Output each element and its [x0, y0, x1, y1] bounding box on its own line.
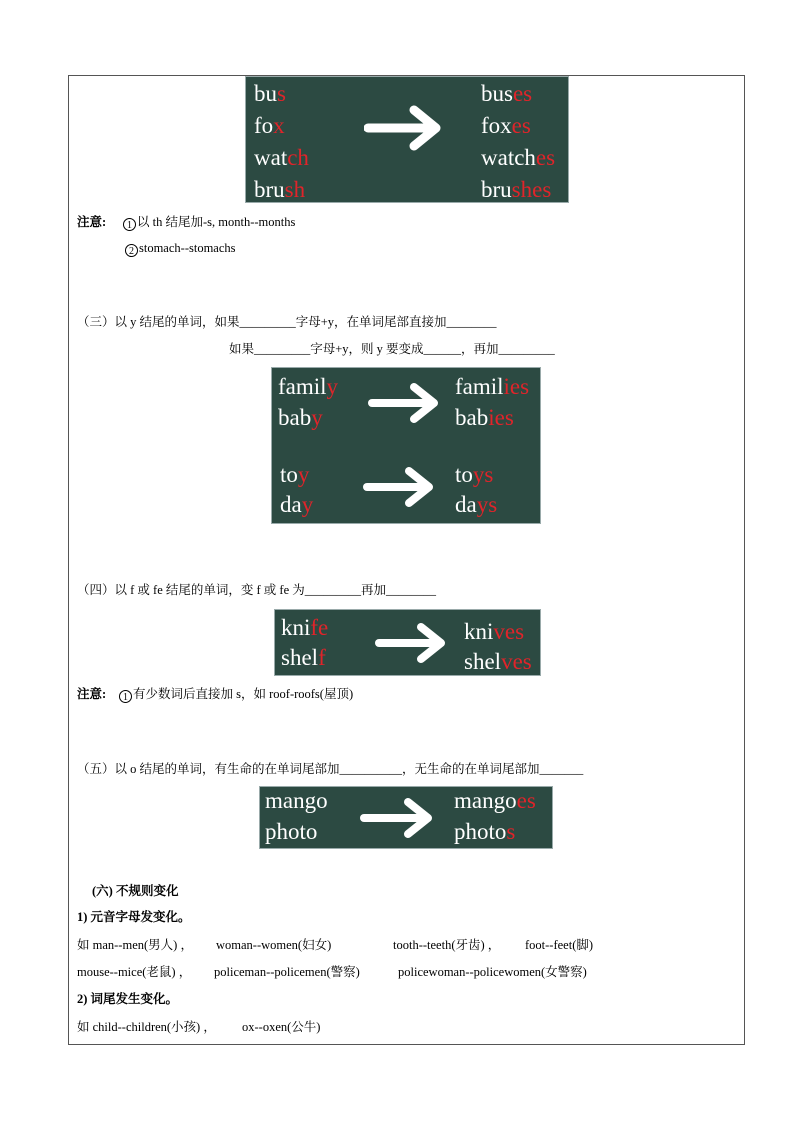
word: baby — [278, 405, 323, 430]
arrow-right-icon — [368, 382, 440, 424]
note-item: 2 stomach--stomachs — [125, 240, 236, 257]
word: watch — [254, 145, 309, 170]
note-item: 1 以 th 结尾加-s, month--months — [123, 214, 295, 231]
word: photo — [265, 819, 318, 844]
word: shelf — [281, 645, 326, 670]
word: toy — [280, 462, 310, 487]
section-4-line1: （四）以 f 或 fe 结尾的单词，变 f 或 fe 为_________再加________ — [77, 583, 436, 597]
example-item: 如 man--men(男人) ， — [77, 938, 193, 952]
example-item: woman--women(妇女) — [216, 938, 332, 952]
word: babies — [455, 405, 514, 430]
circled-number: 1 — [119, 690, 132, 703]
word: bus — [254, 81, 286, 106]
example-item: ox--oxen(公牛) — [242, 1020, 321, 1034]
word: mangoes — [454, 788, 536, 813]
section-5-line1: （五）以 o 结尾的单词，有生命的在单词尾部加__________，无生命的在单词尾部加_______ — [77, 762, 584, 776]
arrow-right-icon — [375, 622, 447, 664]
word: knife — [281, 615, 329, 640]
section-3-line2: 如果_________字母+y，则 y 要变成______，再加_________ — [229, 342, 555, 356]
note-label: 注意: — [77, 687, 107, 701]
example-item: policeman--policemen(警察) — [214, 965, 360, 979]
section-3-line1: （三）以 y 结尾的单词，如果_________字母+y，在单词尾部直接加________ — [77, 315, 497, 329]
word: fox — [254, 113, 285, 138]
word: buses — [481, 81, 533, 106]
section-6-sub1: 1) 元音字母发变化。 — [77, 910, 191, 924]
circled-number: 2 — [125, 244, 138, 257]
word: day — [280, 492, 314, 517]
arrow-right-icon — [360, 797, 434, 839]
word: days — [455, 492, 498, 517]
word: knives — [464, 619, 525, 644]
example-item: tooth--teeth(牙齿) ， — [393, 938, 501, 952]
example-item: 如 child--children(小孩) ， — [77, 1020, 216, 1034]
board-o-rule — [259, 786, 553, 849]
word: toys — [455, 462, 494, 487]
board-y-rule — [271, 367, 541, 524]
section-6-title: (六) 不规则变化 — [92, 884, 179, 898]
section-6-sub2: 2) 词尾发生变化。 — [77, 992, 179, 1006]
word: families — [455, 374, 530, 399]
note-label: 注意: — [77, 215, 107, 229]
word: photos — [454, 819, 516, 844]
arrow-right-icon — [363, 466, 435, 508]
board-es-rule — [245, 76, 569, 203]
example-item: policewoman--policewomen(女警察) — [398, 965, 587, 979]
circled-number: 1 — [123, 218, 136, 231]
example-item: mouse--mice(老鼠) ， — [77, 965, 192, 979]
arrow-right-icon — [364, 105, 442, 151]
word: brush — [254, 177, 306, 202]
example-item: foot--feet(脚) — [525, 938, 594, 952]
note-item: 1 有少数词后直接加 s，如 roof-roofs(屋顶) — [119, 686, 353, 703]
word: mango — [265, 788, 328, 813]
word: brushes — [481, 177, 552, 202]
word: family — [278, 374, 339, 399]
word: foxes — [481, 113, 531, 138]
word: shelves — [464, 649, 532, 674]
board-f-rule — [274, 609, 541, 676]
word: watches — [481, 145, 556, 170]
